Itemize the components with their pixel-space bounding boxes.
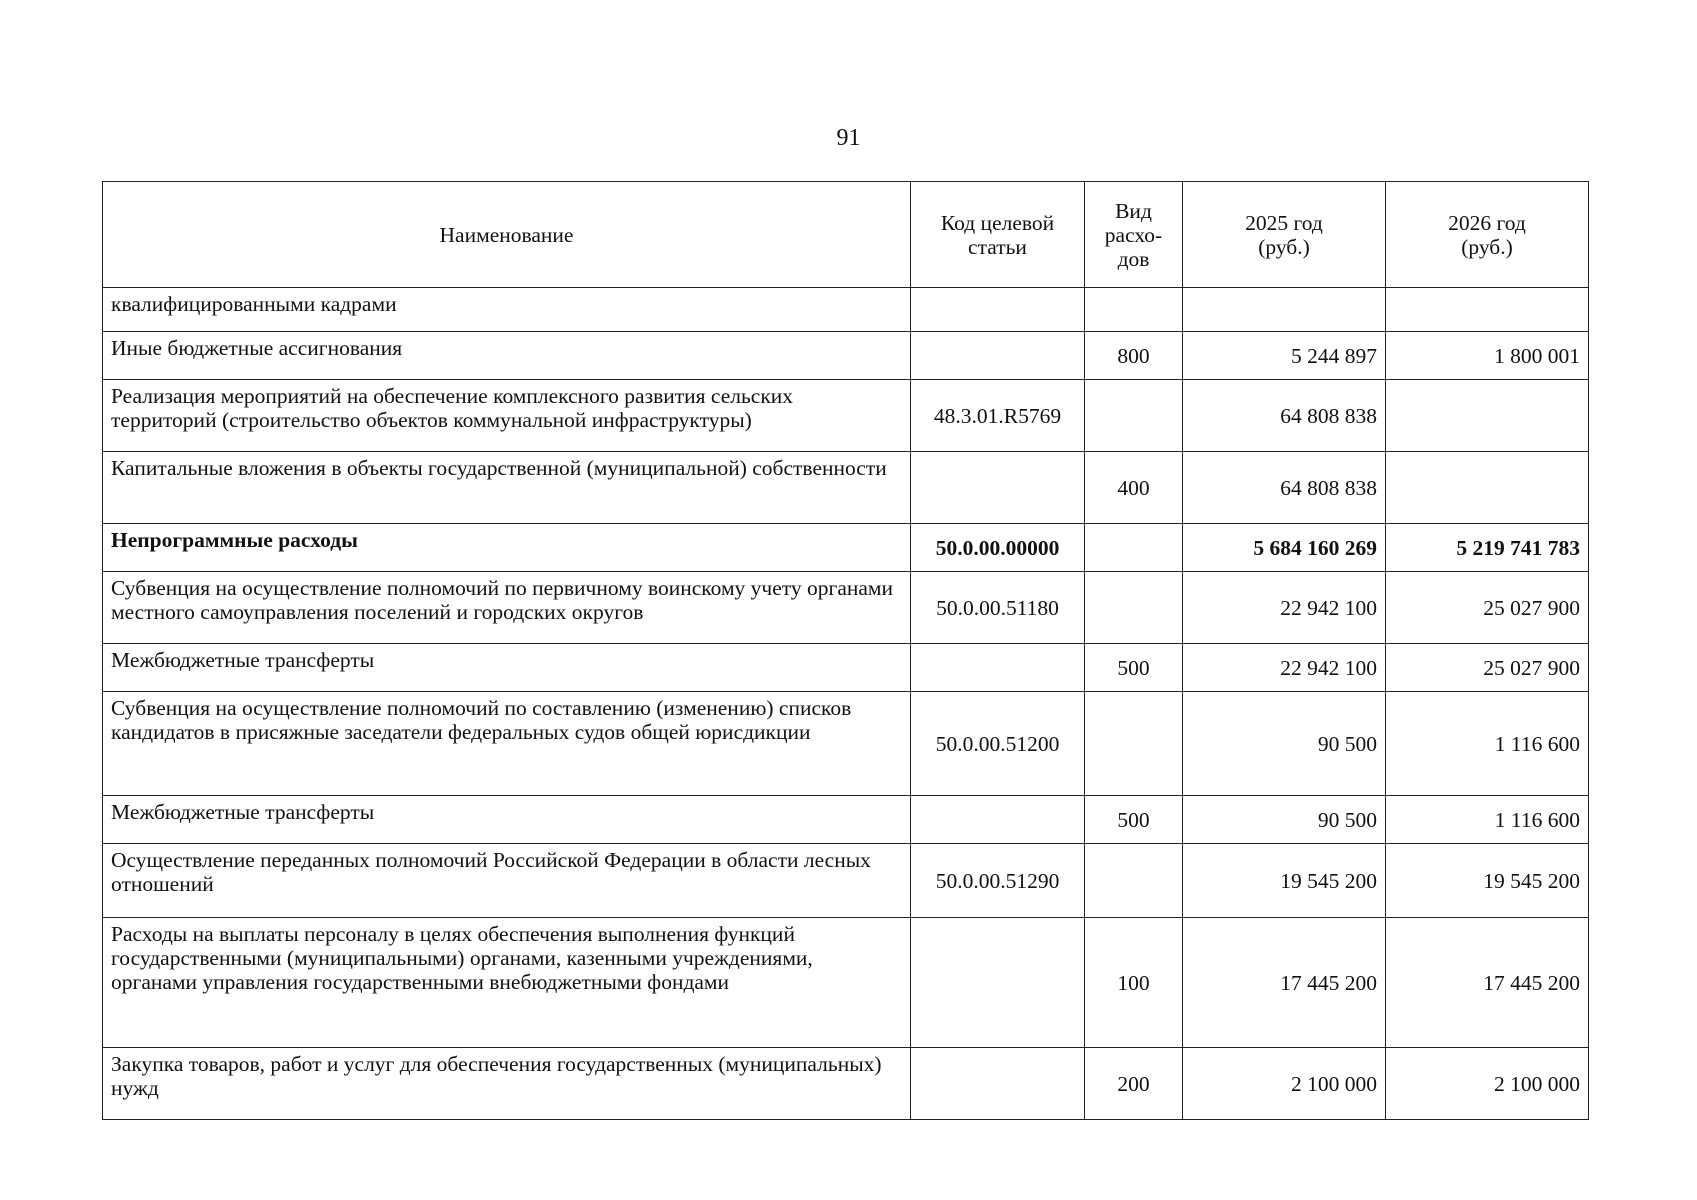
row-kind-cell: 100 (1085, 918, 1183, 1048)
row-code-cell (911, 332, 1085, 380)
row-code-cell (911, 452, 1085, 524)
row-amount-2025-cell: 90 500 (1183, 692, 1386, 796)
row-name-cell: Непрограммные расходы (103, 524, 911, 572)
header-name: Наименование (103, 182, 911, 288)
row-amount-2026-cell: 2 100 000 (1386, 1048, 1589, 1120)
header-year-2026: 2026 год (руб.) (1386, 182, 1589, 288)
row-amount-2026-cell: 1 116 600 (1386, 692, 1589, 796)
row-amount-2026-cell (1386, 380, 1589, 452)
row-amount-2025-cell: 22 942 100 (1183, 572, 1386, 644)
header-code: Код целевой статьи (911, 182, 1085, 288)
row-kind-cell: 500 (1085, 796, 1183, 844)
row-code-cell (911, 644, 1085, 692)
table-row (103, 796, 1589, 844)
row-amount-2026-cell (1386, 452, 1589, 524)
budget-table (102, 181, 1589, 1120)
row-amount-2025-cell (1183, 288, 1386, 332)
row-code-cell: 50.0.00.51200 (911, 692, 1085, 796)
row-amount-2025-cell: 5 244 897 (1183, 332, 1386, 380)
table-body (103, 288, 1589, 1120)
row-amount-2025-cell: 2 100 000 (1183, 1048, 1386, 1120)
row-name-cell: Субвенция на осуществление полномочий по первичному воинскому учету органами местного самоуправления поселений и городских округов (103, 572, 911, 644)
row-name-cell: Расходы на выплаты персоналу в целях обеспечения выполнения функций государственными (муниципальными) органами, казенными учреждениями, органами управления государственными внебюджетными фондами (103, 918, 911, 1048)
row-amount-2025-cell: 17 445 200 (1183, 918, 1386, 1048)
row-name-cell: Иные бюджетные ассигнования (103, 332, 911, 380)
row-name-cell: Межбюджетные трансферты (103, 796, 911, 844)
row-amount-2025-cell: 22 942 100 (1183, 644, 1386, 692)
row-code-cell: 50.0.00.00000 (911, 524, 1085, 572)
row-kind-cell (1085, 380, 1183, 452)
row-name-cell: Реализация мероприятий на обеспечение комплексного развития сельских территорий (строительство объектов коммунальной инфраструктуры) (103, 380, 911, 452)
table-row (103, 644, 1589, 692)
row-code-cell: 50.0.00.51180 (911, 572, 1085, 644)
row-name-cell: Субвенция на осуществление полномочий по составлению (изменению) списков кандидатов в присяжные заседатели федеральных судов общей юрисдикции (103, 692, 911, 796)
table-row (103, 572, 1589, 644)
row-amount-2026-cell: 5 219 741 783 (1386, 524, 1589, 572)
row-amount-2025-cell: 90 500 (1183, 796, 1386, 844)
row-amount-2025-cell: 19 545 200 (1183, 844, 1386, 918)
table-header-row (103, 182, 1589, 288)
row-code-cell: 50.0.00.51290 (911, 844, 1085, 918)
row-amount-2026-cell: 25 027 900 (1386, 572, 1589, 644)
header-kind: Вид расхо- дов (1085, 182, 1183, 288)
row-kind-cell (1085, 524, 1183, 572)
table-row (103, 692, 1589, 796)
page-number: 91 (836, 125, 861, 151)
table-row (103, 332, 1589, 380)
row-code-cell (911, 918, 1085, 1048)
row-amount-2026-cell: 1 116 600 (1386, 796, 1589, 844)
table-row (103, 1048, 1589, 1120)
row-kind-cell (1085, 572, 1183, 644)
row-name-cell: квалифицированными кадрами (103, 288, 911, 332)
row-amount-2026-cell: 17 445 200 (1386, 918, 1589, 1048)
row-kind-cell (1085, 692, 1183, 796)
row-name-cell: Межбюджетные трансферты (103, 644, 911, 692)
row-kind-cell: 400 (1085, 452, 1183, 524)
table-row (103, 918, 1589, 1048)
row-amount-2026-cell: 25 027 900 (1386, 644, 1589, 692)
table-row (103, 524, 1589, 572)
row-code-cell (911, 1048, 1085, 1120)
table-row (103, 288, 1589, 332)
row-kind-cell: 500 (1085, 644, 1183, 692)
table-row (103, 380, 1589, 452)
table-row (103, 452, 1589, 524)
row-amount-2026-cell: 19 545 200 (1386, 844, 1589, 918)
row-amount-2025-cell: 5 684 160 269 (1183, 524, 1386, 572)
row-amount-2026-cell: 1 800 001 (1386, 332, 1589, 380)
row-amount-2025-cell: 64 808 838 (1183, 452, 1386, 524)
header-year-2025: 2025 год (руб.) (1183, 182, 1386, 288)
row-code-cell (911, 288, 1085, 332)
row-kind-cell: 800 (1085, 332, 1183, 380)
row-name-cell: Капитальные вложения в объекты государственной (муниципальной) собственности (103, 452, 911, 524)
row-kind-cell (1085, 844, 1183, 918)
row-code-cell (911, 796, 1085, 844)
row-kind-cell: 200 (1085, 1048, 1183, 1120)
table-row (103, 844, 1589, 918)
row-amount-2025-cell: 64 808 838 (1183, 380, 1386, 452)
row-name-cell: Закупка товаров, работ и услуг для обеспечения государственных (муниципальных) нужд (103, 1048, 911, 1120)
row-kind-cell (1085, 288, 1183, 332)
row-code-cell: 48.3.01.R5769 (911, 380, 1085, 452)
row-amount-2026-cell (1386, 288, 1589, 332)
row-name-cell: Осуществление переданных полномочий Российской Федерации в области лесных отношений (103, 844, 911, 918)
